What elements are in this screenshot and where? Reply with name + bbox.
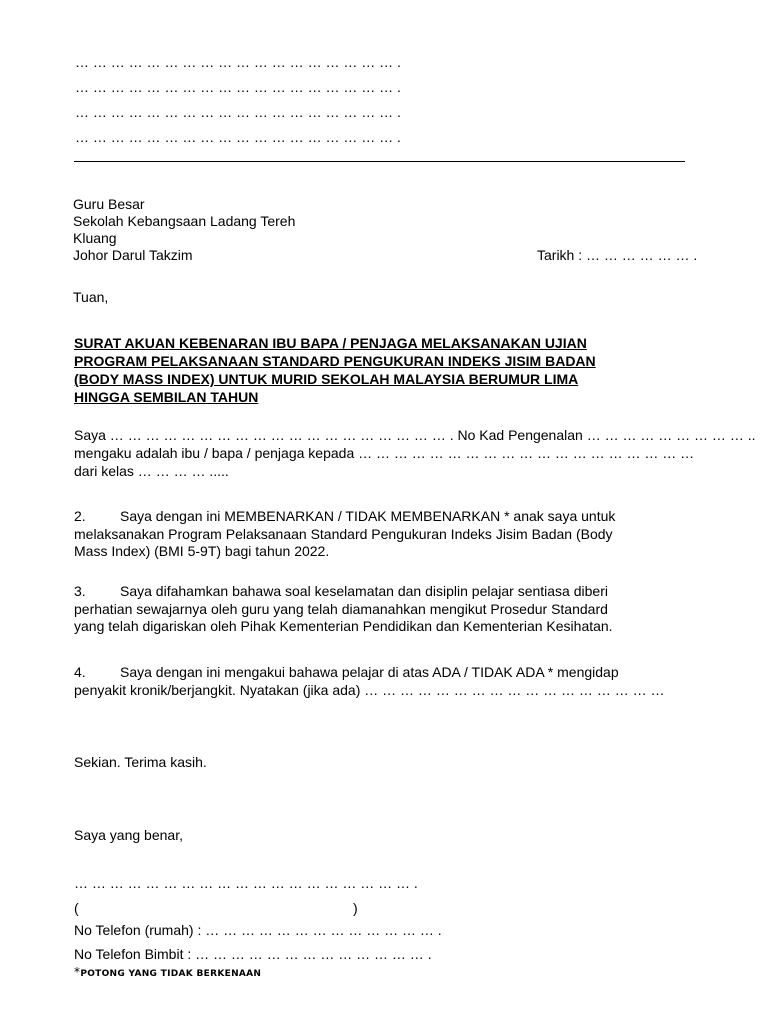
title-line-1: SURAT AKUAN KEBENARAN IBU BAPA / PENJAGA MELAKSANAKAN UJIAN — [74, 335, 587, 351]
title-line-3: (BODY MASS INDEX) UNTUK MURID SEKOLAH MALAYSIA BERUMUR LIMA — [74, 371, 579, 387]
phone-mobile: No Telefon Bimbit : … … … … … … … … … … … … … . — [74, 946, 432, 962]
para2-text-1: Saya dengan ini MEMBENARKAN / TIDAK MEMBENARKAN * anak saya untuk — [120, 508, 616, 524]
salutation: Tuan, — [73, 289, 109, 305]
para3-line-1 — [74, 583, 608, 599]
name-paren-close: ) — [353, 900, 358, 916]
para3-number: 3. — [74, 583, 86, 599]
title-line-2: PROGRAM PELAKSANAAN STANDARD PENGUKURAN INDEKS JISIM BADAN — [74, 353, 596, 369]
para3-text-1: Saya difahamkan bahawa soal keselamatan dan disiplin pelajar sentiasa diberi — [120, 583, 608, 599]
address-line-4: … … … … … … … … … … … … … … … … … … . — [75, 129, 401, 145]
para2-line-2: melaksanakan Program Pelaksanaan Standard Pengukuran Indeks Jisim Badan (Body — [74, 526, 613, 542]
para3-line-2: perhatian sewajarnya oleh guru yang telah diamanahkan mengikut Prosedur Standard — [74, 601, 608, 617]
recipient-line-4: Johor Darul Takzim — [73, 247, 193, 263]
para4-number: 4. — [74, 664, 86, 680]
title-line-4: HINGGA SEMBILAN TAHUN — [74, 389, 259, 405]
para2-number: 2. — [74, 508, 86, 524]
closing: Sekian. Terima kasih. — [74, 754, 207, 770]
address-line-1: … … … … … … … … … … … … … … … … … … . — [75, 54, 401, 70]
para3-line-3: yang telah digariskan oleh Pihak Kementerian Pendidikan dan Kementerian Kesihatan. — [74, 618, 613, 634]
para2-line-3: Mass Index) (BMI 5-9T) bagi tahun 2022. — [74, 543, 330, 559]
para1-line-2: mengaku adalah ibu / bapa / penjaga kepada … … … … … … … … … … … … … … … … … … … — [74, 445, 695, 461]
para1-line-3: dari kelas … … … … ..... — [74, 463, 229, 479]
para4-text-1: Saya dengan ini mengakui bahawa pelajar di atas ADA / TIDAK ADA * mengidap — [120, 664, 619, 680]
recipient-line-2: Sekolah Kebangsaan Ladang Tereh — [73, 213, 296, 229]
para2-line-1 — [74, 508, 615, 524]
footnote — [74, 965, 261, 979]
recipient-line-1: Guru Besar — [73, 196, 145, 212]
address-line-2: … … … … … … … … … … … … … … … … … … . — [75, 79, 401, 95]
footnote-text: POTONG YANG TIDAK BERKENAAN — [80, 969, 262, 979]
sign-off: Saya yang benar, — [74, 827, 183, 843]
para4-line-2: penyakit kronik/berjangkit. Nyatakan (jika ada) … … … … … … … … … … … … … … … … … — [74, 682, 665, 698]
signature-line: … … … … … … … … … … … … … … … … … … … . — [74, 875, 418, 891]
para4-line-1 — [74, 664, 619, 680]
address-line-3: … … … … … … … … … … … … … … … … … … . — [75, 104, 401, 120]
letter-title — [74, 334, 684, 406]
phone-home: No Telefon (rumah) : … … … … … … … … … … … … … . — [74, 922, 442, 938]
name-paren-open: ( — [74, 900, 79, 916]
recipient-line-3: Kluang — [73, 230, 117, 246]
footnote-star: * — [74, 965, 81, 979]
para1-line-1: Saya … … … … … … … … … … … … … … … … … … … . No Kad Pengenalan … … … … … … … … … .. — [74, 427, 756, 443]
header-divider — [74, 161, 685, 162]
date-field: Tarikh : … … … … … … . — [537, 247, 698, 263]
